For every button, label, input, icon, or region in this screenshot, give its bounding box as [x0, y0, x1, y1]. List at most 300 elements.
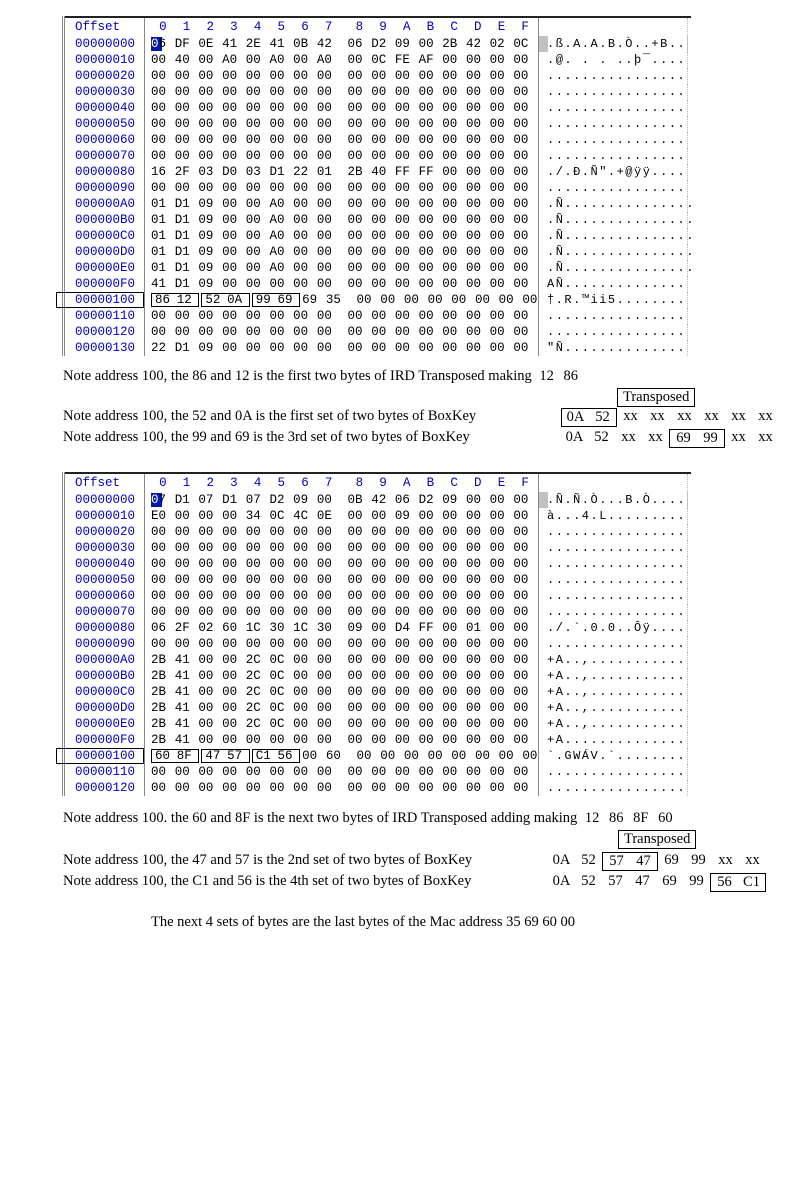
hex-byte[interactable]: 00 [316, 149, 332, 163]
hex-row[interactable] [65, 164, 691, 180]
hex-byte[interactable]: 2E [245, 37, 261, 51]
hex-byte[interactable]: 00 [316, 637, 332, 651]
hex-row[interactable] [65, 700, 691, 716]
hex-byte[interactable]: 00 [513, 525, 529, 539]
hex-byte[interactable]: 00 [371, 509, 387, 523]
hex-row[interactable] [65, 764, 691, 780]
hex-row[interactable] [65, 556, 691, 572]
hex-byte[interactable]: 00 [316, 733, 332, 747]
hex-byte[interactable]: D1 [174, 493, 190, 507]
hex-byte[interactable]: 00 [151, 85, 167, 99]
hex-byte[interactable]: 00 [371, 685, 387, 699]
hex-byte[interactable]: 00 [293, 589, 309, 603]
hex-byte[interactable]: 00 [316, 525, 332, 539]
hex-byte[interactable]: 00 [316, 309, 332, 323]
hex-row[interactable] [65, 540, 691, 556]
hex-byte[interactable]: 00 [394, 525, 410, 539]
hex-byte[interactable]: 41 [174, 733, 190, 747]
hex-byte[interactable]: 00 [269, 733, 285, 747]
hex-byte[interactable]: 00 [371, 69, 387, 83]
hex-byte[interactable]: 00 [513, 133, 529, 147]
hex-byte[interactable]: 07 [151, 493, 175, 507]
hex-byte[interactable]: 00 [465, 341, 481, 355]
hex-byte[interactable]: 00 [222, 261, 238, 275]
hex-byte[interactable]: 00 [293, 341, 309, 355]
hex-byte[interactable]: 00 [347, 637, 363, 651]
hex-byte[interactable]: 41 [174, 653, 190, 667]
hex-byte[interactable]: 00 [347, 101, 363, 115]
hex-byte[interactable]: 00 [513, 621, 529, 635]
hex-row[interactable] [65, 116, 691, 132]
hex-byte[interactable]: 42 [316, 37, 332, 51]
hex-byte[interactable]: D1 [174, 213, 190, 227]
hex-byte[interactable]: 00 [371, 573, 387, 587]
hex-byte[interactable]: 00 [442, 765, 458, 779]
hex-byte[interactable]: 00 [198, 765, 214, 779]
hex-byte[interactable]: 00 [293, 557, 309, 571]
hex-byte[interactable]: 00 [465, 669, 481, 683]
hex-byte[interactable]: 00 [465, 309, 481, 323]
hex-byte[interactable]: 00 [347, 685, 363, 699]
hex-byte[interactable]: 00 [418, 229, 434, 243]
hex-byte[interactable]: 00 [245, 541, 261, 555]
hex-byte[interactable]: 01 [465, 621, 481, 635]
hex-byte[interactable]: 00 [513, 509, 529, 523]
hex-byte[interactable]: 00 [316, 341, 332, 355]
hex-byte[interactable]: 0B [293, 37, 309, 51]
hex-byte[interactable]: 00 [403, 293, 419, 307]
hex-byte[interactable]: 00 [442, 213, 458, 227]
hex-byte[interactable]: 00 [293, 653, 309, 667]
hex-byte[interactable]: 00 [245, 85, 261, 99]
hex-byte[interactable]: 00 [489, 341, 505, 355]
hex-byte[interactable]: D1 [222, 493, 238, 507]
hex-byte[interactable]: 00 [222, 669, 238, 683]
hex-byte[interactable]: 00 [442, 557, 458, 571]
hex-byte[interactable]: 00 [394, 133, 410, 147]
hex-byte[interactable]: 00 [222, 277, 238, 291]
hex-byte[interactable]: 09 [198, 341, 214, 355]
hex-byte[interactable]: 00 [174, 557, 190, 571]
hex-byte[interactable]: D1 [174, 245, 190, 259]
hex-byte[interactable]: 00 [316, 541, 332, 555]
hex-byte[interactable]: 00 [222, 341, 238, 355]
hex-byte[interactable]: 00 [418, 557, 434, 571]
hex-byte[interactable]: 00 [198, 589, 214, 603]
hex-byte[interactable]: 09 [293, 493, 309, 507]
hex-byte[interactable]: 00 [245, 133, 261, 147]
hex-row[interactable] [65, 84, 691, 100]
hex-byte[interactable]: 00 [465, 165, 481, 179]
hex-byte[interactable]: 00 [198, 605, 214, 619]
hex-byte[interactable]: 00 [418, 277, 434, 291]
hex-byte[interactable]: 00 [151, 309, 167, 323]
hex-byte[interactable]: 01 [151, 213, 167, 227]
hex-byte[interactable]: 00 [489, 245, 505, 259]
hex-byte[interactable]: 00 [442, 573, 458, 587]
hex-byte[interactable]: 00 [151, 149, 167, 163]
hex-byte[interactable]: 2B [151, 701, 167, 715]
hex-byte[interactable]: 0C [269, 685, 285, 699]
hex-byte[interactable]: 16 [151, 165, 167, 179]
hex-byte[interactable]: 00 [465, 213, 481, 227]
hex-byte[interactable]: E0 [151, 509, 167, 523]
hex-byte[interactable]: 0C [269, 509, 285, 523]
hex-byte[interactable]: 00 [513, 557, 529, 571]
hex-byte[interactable]: D0 [222, 165, 238, 179]
hex-byte[interactable]: 00 [489, 765, 505, 779]
hex-byte[interactable]: 00 [513, 277, 529, 291]
hex-byte[interactable]: 00 [293, 69, 309, 83]
hex-byte[interactable]: 00 [198, 573, 214, 587]
hex-byte[interactable]: 60 [325, 749, 341, 763]
hex-byte[interactable]: 00 [316, 589, 332, 603]
hex-byte[interactable]: 00 [418, 309, 434, 323]
hex-byte[interactable]: 06 [394, 493, 410, 507]
hex-byte[interactable]: 00 [442, 197, 458, 211]
hex-byte[interactable]: 2C [245, 653, 261, 667]
hex-byte[interactable]: 00 [245, 53, 261, 67]
hex-byte[interactable]: 00 [151, 117, 167, 131]
hex-row[interactable] [65, 52, 691, 68]
hex-byte[interactable]: 00 [394, 85, 410, 99]
hex-byte[interactable]: 00 [316, 261, 332, 275]
hex-byte[interactable]: 00 [418, 37, 434, 51]
hex-byte[interactable]: 00 [198, 69, 214, 83]
hex-byte[interactable]: 00 [316, 685, 332, 699]
hex-byte[interactable]: 00 [371, 213, 387, 227]
hex-byte[interactable]: 00 [465, 541, 481, 555]
hex-byte[interactable]: 00 [316, 101, 332, 115]
hex-byte[interactable]: 00 [371, 701, 387, 715]
hex-byte[interactable]: 00 [418, 605, 434, 619]
hex-byte[interactable]: C1 [255, 749, 271, 763]
hex-byte[interactable]: 00 [394, 181, 410, 195]
hex-byte[interactable]: 00 [245, 213, 261, 227]
hex-byte[interactable]: 00 [394, 717, 410, 731]
hex-byte[interactable]: 00 [418, 637, 434, 651]
hex-byte[interactable]: 00 [489, 637, 505, 651]
hex-byte[interactable]: 00 [151, 605, 167, 619]
hex-byte[interactable]: 00 [316, 557, 332, 571]
hex-byte[interactable]: 00 [245, 245, 261, 259]
hex-byte[interactable]: 40 [371, 165, 387, 179]
hex-byte[interactable]: 00 [522, 749, 538, 763]
hex-byte[interactable]: 00 [442, 733, 458, 747]
hex-byte[interactable]: 22 [151, 341, 167, 355]
hex-byte[interactable]: 00 [347, 509, 363, 523]
hex-byte[interactable]: 02 [198, 621, 214, 635]
hex-byte[interactable]: 09 [394, 509, 410, 523]
hex-byte[interactable]: 00 [513, 117, 529, 131]
hex-byte[interactable]: 00 [347, 541, 363, 555]
hex-byte[interactable]: 01 [151, 229, 167, 243]
hex-byte[interactable]: 00 [394, 573, 410, 587]
hex-byte[interactable]: 00 [489, 653, 505, 667]
hex-byte[interactable]: 00 [394, 781, 410, 795]
hex-byte[interactable]: 00 [418, 685, 434, 699]
hex-byte[interactable]: 00 [418, 701, 434, 715]
hex-byte[interactable]: 41 [269, 37, 285, 51]
hex-byte[interactable]: 00 [347, 69, 363, 83]
hex-row[interactable] [65, 228, 695, 244]
hex-byte[interactable]: 00 [347, 149, 363, 163]
hex-byte[interactable]: 00 [269, 605, 285, 619]
hex-byte[interactable]: 00 [174, 637, 190, 651]
hex-byte[interactable]: 00 [371, 229, 387, 243]
hex-byte[interactable]: 00 [269, 149, 285, 163]
hex-byte[interactable]: 00 [269, 309, 285, 323]
hex-byte[interactable]: 00 [394, 149, 410, 163]
hex-byte[interactable]: 2F [174, 621, 190, 635]
hex-byte[interactable]: FF [394, 165, 410, 179]
hex-byte[interactable]: 00 [347, 277, 363, 291]
hex-byte[interactable]: 00 [394, 229, 410, 243]
hex-byte[interactable]: 00 [442, 101, 458, 115]
hex-byte[interactable]: 00 [418, 733, 434, 747]
hex-byte[interactable]: 00 [465, 589, 481, 603]
hex-byte[interactable]: 00 [418, 149, 434, 163]
hex-byte[interactable]: 00 [371, 149, 387, 163]
hex-byte[interactable]: 00 [489, 493, 505, 507]
hex-byte[interactable]: 00 [269, 277, 285, 291]
hex-byte[interactable]: 00 [513, 165, 529, 179]
hex-byte[interactable]: 00 [465, 245, 481, 259]
hex-byte[interactable]: 00 [222, 733, 238, 747]
hex-byte[interactable]: 00 [418, 245, 434, 259]
hex-byte[interactable]: 00 [442, 621, 458, 635]
hex-byte[interactable]: 09 [198, 213, 214, 227]
hex-byte[interactable]: 00 [347, 181, 363, 195]
hex-byte[interactable]: 0E [198, 37, 214, 51]
hex-byte[interactable]: 00 [465, 149, 481, 163]
hex-byte[interactable]: 00 [316, 181, 332, 195]
hex-byte[interactable]: FF [418, 165, 434, 179]
hex-byte[interactable]: 00 [293, 53, 309, 67]
hex-byte[interactable]: 00 [513, 101, 529, 115]
hex-byte[interactable]: 00 [347, 133, 363, 147]
hex-byte[interactable]: 00 [198, 557, 214, 571]
hex-byte[interactable]: 00 [347, 701, 363, 715]
hex-byte[interactable]: 01 [151, 197, 167, 211]
hex-byte[interactable]: 00 [269, 85, 285, 99]
hex-row[interactable] [65, 588, 691, 604]
hex-byte[interactable]: 00 [269, 557, 285, 571]
hex-byte[interactable]: 00 [222, 653, 238, 667]
hex-byte[interactable]: 00 [489, 277, 505, 291]
hex-byte[interactable]: 00 [269, 101, 285, 115]
hex-byte[interactable]: 00 [174, 133, 190, 147]
hex-byte[interactable]: 00 [269, 325, 285, 339]
hex-byte[interactable]: 00 [442, 605, 458, 619]
hex-byte[interactable]: 00 [418, 261, 434, 275]
hex-byte[interactable]: 00 [489, 229, 505, 243]
hex-byte[interactable]: 00 [174, 541, 190, 555]
hex-byte[interactable]: 00 [418, 653, 434, 667]
hex-byte[interactable]: 00 [198, 117, 214, 131]
hex-byte[interactable]: 00 [418, 197, 434, 211]
hex-byte[interactable]: 00 [371, 717, 387, 731]
hex-byte[interactable]: 00 [151, 765, 167, 779]
hex-byte[interactable]: 00 [198, 85, 214, 99]
hex-byte[interactable]: 00 [371, 309, 387, 323]
hex-byte[interactable]: 00 [418, 133, 434, 147]
hex-byte[interactable]: 01 [151, 245, 167, 259]
hex-byte[interactable]: 09 [198, 229, 214, 243]
hex-byte[interactable]: 41 [174, 669, 190, 683]
hex-row[interactable] [65, 492, 691, 508]
hex-byte[interactable]: 00 [151, 637, 167, 651]
hex-byte[interactable]: FF [418, 621, 434, 635]
hex-byte[interactable]: 2C [245, 669, 261, 683]
hex-byte[interactable]: 00 [245, 781, 261, 795]
hex-byte[interactable]: 60 [155, 749, 171, 763]
hex-byte[interactable]: 00 [418, 589, 434, 603]
hex-byte[interactable]: 00 [245, 605, 261, 619]
hex-byte[interactable]: 00 [371, 541, 387, 555]
hex-byte[interactable]: 00 [394, 605, 410, 619]
hex-byte[interactable]: 00 [513, 653, 529, 667]
hex-byte[interactable]: 00 [394, 277, 410, 291]
hex-byte[interactable]: 60 [222, 621, 238, 635]
hex-byte[interactable]: 00 [418, 717, 434, 731]
hex-byte[interactable]: 00 [198, 637, 214, 651]
hex-byte[interactable]: 00 [442, 781, 458, 795]
hex-byte[interactable]: 00 [418, 117, 434, 131]
hex-byte[interactable]: 2C [245, 685, 261, 699]
hex-byte[interactable]: 02 [489, 37, 505, 51]
hex-byte[interactable]: 22 [293, 165, 309, 179]
hex-byte[interactable]: A0 [269, 261, 285, 275]
hex-row[interactable] [65, 716, 691, 732]
hex-byte[interactable]: 8F [176, 749, 192, 763]
hex-byte[interactable]: 00 [442, 509, 458, 523]
hex-byte[interactable]: 00 [293, 149, 309, 163]
hex-byte[interactable]: 00 [513, 765, 529, 779]
hex-byte[interactable]: A0 [269, 53, 285, 67]
hex-byte[interactable]: 00 [222, 181, 238, 195]
hex-byte[interactable]: 00 [222, 765, 238, 779]
hex-byte[interactable]: 00 [269, 541, 285, 555]
hex-byte[interactable]: 00 [293, 733, 309, 747]
hex-byte[interactable]: 00 [347, 213, 363, 227]
hex-byte[interactable]: D1 [174, 277, 190, 291]
hex-byte[interactable]: 00 [151, 53, 167, 67]
hex-byte[interactable]: 00 [489, 589, 505, 603]
hex-byte[interactable]: 00 [245, 261, 261, 275]
hex-row[interactable] [65, 748, 691, 764]
hex-byte[interactable]: 00 [269, 181, 285, 195]
hex-byte[interactable]: 00 [302, 749, 318, 763]
hex-byte[interactable]: 00 [371, 605, 387, 619]
hex-byte[interactable]: 00 [293, 605, 309, 619]
hex-byte[interactable]: 2C [245, 701, 261, 715]
hex-byte[interactable]: 00 [465, 133, 481, 147]
hex-byte[interactable]: 00 [418, 69, 434, 83]
hex-byte[interactable]: 69 [277, 293, 293, 307]
hex-byte[interactable]: 00 [245, 573, 261, 587]
hex-byte[interactable]: 00 [513, 149, 529, 163]
hex-byte[interactable]: 00 [442, 245, 458, 259]
hex-byte[interactable]: 00 [442, 653, 458, 667]
hex-byte[interactable]: 0A [227, 293, 243, 307]
hex-byte[interactable]: 0E [316, 509, 332, 523]
hex-byte[interactable]: D1 [174, 197, 190, 211]
hex-byte[interactable]: D1 [174, 261, 190, 275]
hex-byte[interactable]: 00 [293, 277, 309, 291]
hex-byte[interactable]: 86 [155, 293, 171, 307]
hex-byte[interactable]: 00 [371, 341, 387, 355]
hex-byte[interactable]: 00 [347, 605, 363, 619]
hex-byte[interactable]: 00 [465, 605, 481, 619]
hex-byte[interactable]: 47 [205, 749, 221, 763]
hex-byte[interactable]: 00 [489, 509, 505, 523]
hex-byte[interactable]: 00 [442, 229, 458, 243]
hex-byte[interactable]: 00 [293, 637, 309, 651]
hex-byte[interactable]: 00 [465, 53, 481, 67]
hex-byte[interactable]: 00 [222, 525, 238, 539]
hex-byte[interactable]: 00 [245, 197, 261, 211]
hex-byte[interactable]: 00 [442, 85, 458, 99]
hex-byte[interactable]: 06 [151, 37, 175, 51]
hex-byte[interactable]: 00 [316, 213, 332, 227]
hex-byte[interactable]: 00 [394, 101, 410, 115]
hex-byte[interactable]: 00 [465, 117, 481, 131]
hex-byte[interactable]: 00 [489, 309, 505, 323]
hex-byte[interactable]: 00 [489, 557, 505, 571]
hex-byte[interactable]: 00 [394, 309, 410, 323]
hex-byte[interactable]: 00 [174, 101, 190, 115]
hex-byte[interactable]: 00 [442, 525, 458, 539]
hex-byte[interactable]: 00 [418, 213, 434, 227]
hex-byte[interactable]: 00 [394, 197, 410, 211]
hex-byte[interactable]: 00 [174, 509, 190, 523]
hex-byte[interactable]: 00 [245, 765, 261, 779]
hex-byte[interactable]: 40 [174, 53, 190, 67]
hex-byte[interactable]: 00 [347, 717, 363, 731]
hex-byte[interactable]: 00 [489, 621, 505, 635]
hex-byte[interactable]: 0C [269, 701, 285, 715]
hex-byte[interactable]: 00 [465, 261, 481, 275]
hex-row[interactable] [65, 572, 691, 588]
hex-byte[interactable]: 00 [269, 117, 285, 131]
hex-byte[interactable]: 00 [293, 765, 309, 779]
hex-byte[interactable]: 00 [513, 181, 529, 195]
hex-byte[interactable]: 00 [151, 525, 167, 539]
hex-byte[interactable]: D1 [174, 229, 190, 243]
hex-byte[interactable]: 00 [465, 101, 481, 115]
hex-byte[interactable]: 00 [371, 765, 387, 779]
hex-row[interactable] [65, 524, 691, 540]
hex-byte[interactable]: 09 [394, 37, 410, 51]
hex-row[interactable] [65, 100, 691, 116]
hex-byte[interactable]: 01 [151, 261, 167, 275]
hex-byte[interactable]: 00 [418, 573, 434, 587]
hex-byte[interactable]: 00 [222, 245, 238, 259]
hex-byte[interactable]: 00 [465, 637, 481, 651]
hex-row[interactable] [65, 780, 691, 796]
hex-byte[interactable]: 00 [316, 605, 332, 619]
hex-byte[interactable]: 00 [442, 589, 458, 603]
hex-row[interactable] [65, 308, 691, 324]
hex-byte[interactable]: 00 [222, 149, 238, 163]
hex-byte[interactable]: 00 [198, 653, 214, 667]
hex-byte[interactable]: 00 [451, 749, 467, 763]
hex-row[interactable] [65, 604, 691, 620]
hex-byte[interactable]: 00 [222, 605, 238, 619]
hex-byte[interactable]: 00 [245, 637, 261, 651]
hex-byte[interactable]: 00 [489, 133, 505, 147]
